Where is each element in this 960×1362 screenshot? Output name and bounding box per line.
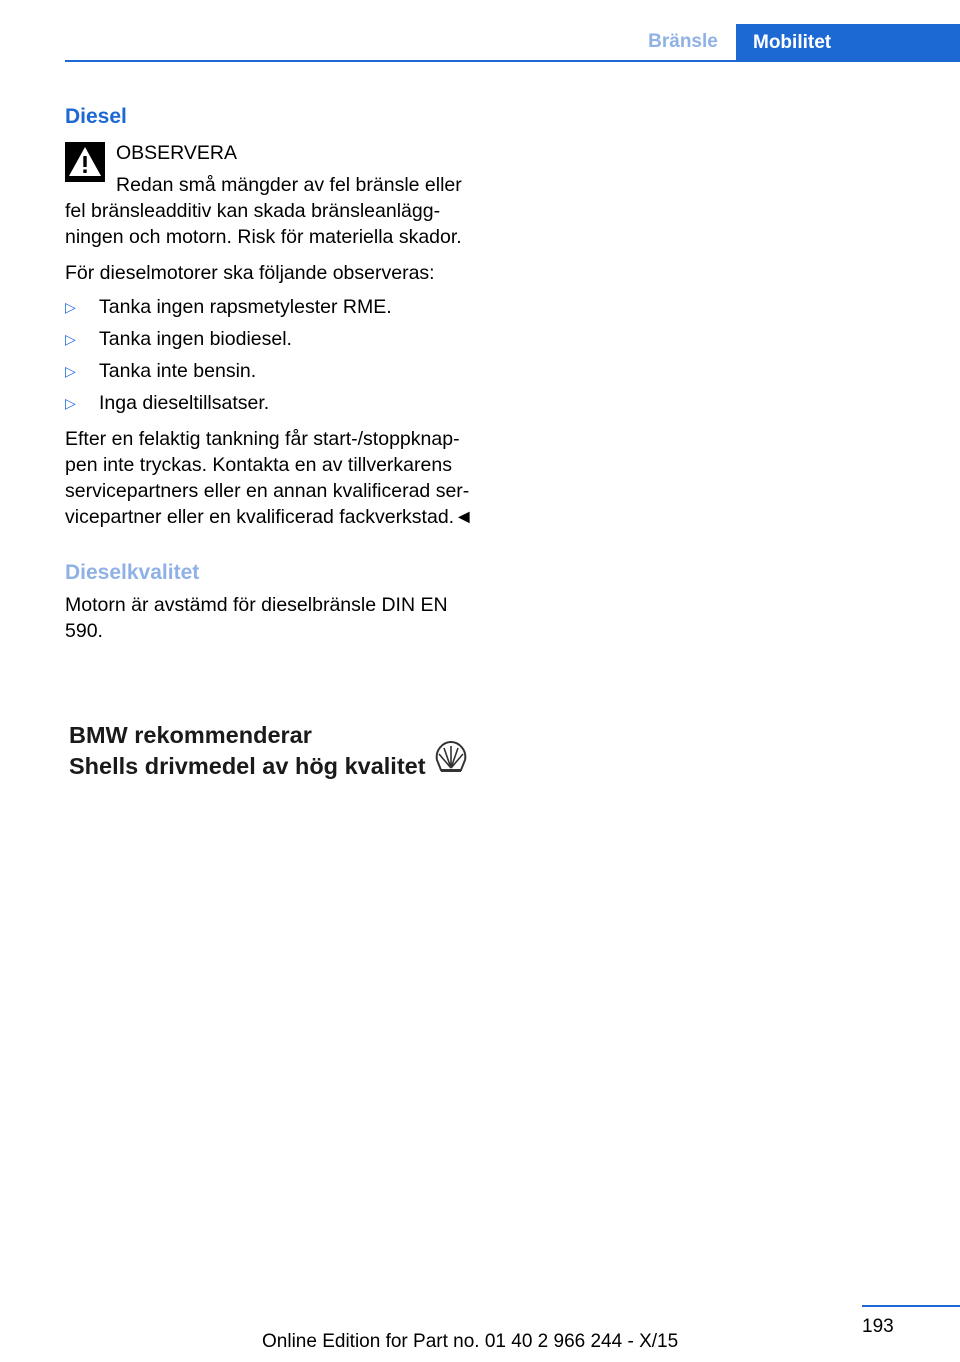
page-number: 193 <box>862 1316 894 1337</box>
section-heading: Diesel <box>65 105 127 128</box>
list-item: ▷ Tanka ingen rapsmetylester RME. <box>65 296 392 318</box>
tab-bransle[interactable]: Bränsle <box>648 31 718 52</box>
triangle-bullet-icon: ▷ <box>65 395 76 411</box>
bullet-list <box>65 294 480 416</box>
subsection-text: Motorn är avstämd för dieselbränsle DIN EN 590. <box>65 594 448 642</box>
list-item: ▷ Tanka ingen biodiesel. <box>65 328 292 350</box>
warning-text: Redan små mängder av fel bränsle eller fel bränsleadditiv kan skada bränsleanläggningen och motorn. Risk för materiella skador. <box>65 174 462 248</box>
warning-triangle-icon <box>65 142 105 182</box>
shell-logo-icon <box>433 740 469 774</box>
advert-line-2: Shells drivmedel av hög kvalitet <box>69 753 426 779</box>
triangle-bullet-icon: ▷ <box>65 363 76 379</box>
triangle-bullet-icon: ▷ <box>65 331 76 347</box>
edition-footer: Online Edition for Part no. 01 40 2 966 244 - X/15 <box>262 1331 679 1352</box>
subsection-heading: Dieselkvalitet <box>65 561 200 584</box>
warning-title: OBSERVERA <box>116 142 238 164</box>
triangle-bullet-icon: ▷ <box>65 299 76 315</box>
footer-rule <box>862 1305 960 1307</box>
list-item: ▷ Tanka inte bensin. <box>65 360 257 382</box>
warning-block <box>65 140 480 250</box>
list-item: ▷ Inga dieseltillsatser. <box>65 392 270 414</box>
main-content <box>65 100 480 644</box>
advert-line-1: BMW rekommenderar <box>69 722 312 748</box>
closing-text: Efter en felaktig tankning får start-/stoppknappen inte tryckas. Kontakta en av tillverkarens servicepartners eller en annan kvalificerad servicepartner eller en kvalificerad fackverkstad.◄ <box>65 428 474 528</box>
shell-advert <box>69 720 489 782</box>
intro-text: För dieselmotorer ska följande observeras: <box>65 262 435 284</box>
tab-mobilitet[interactable]: Mobilitet <box>736 24 960 62</box>
